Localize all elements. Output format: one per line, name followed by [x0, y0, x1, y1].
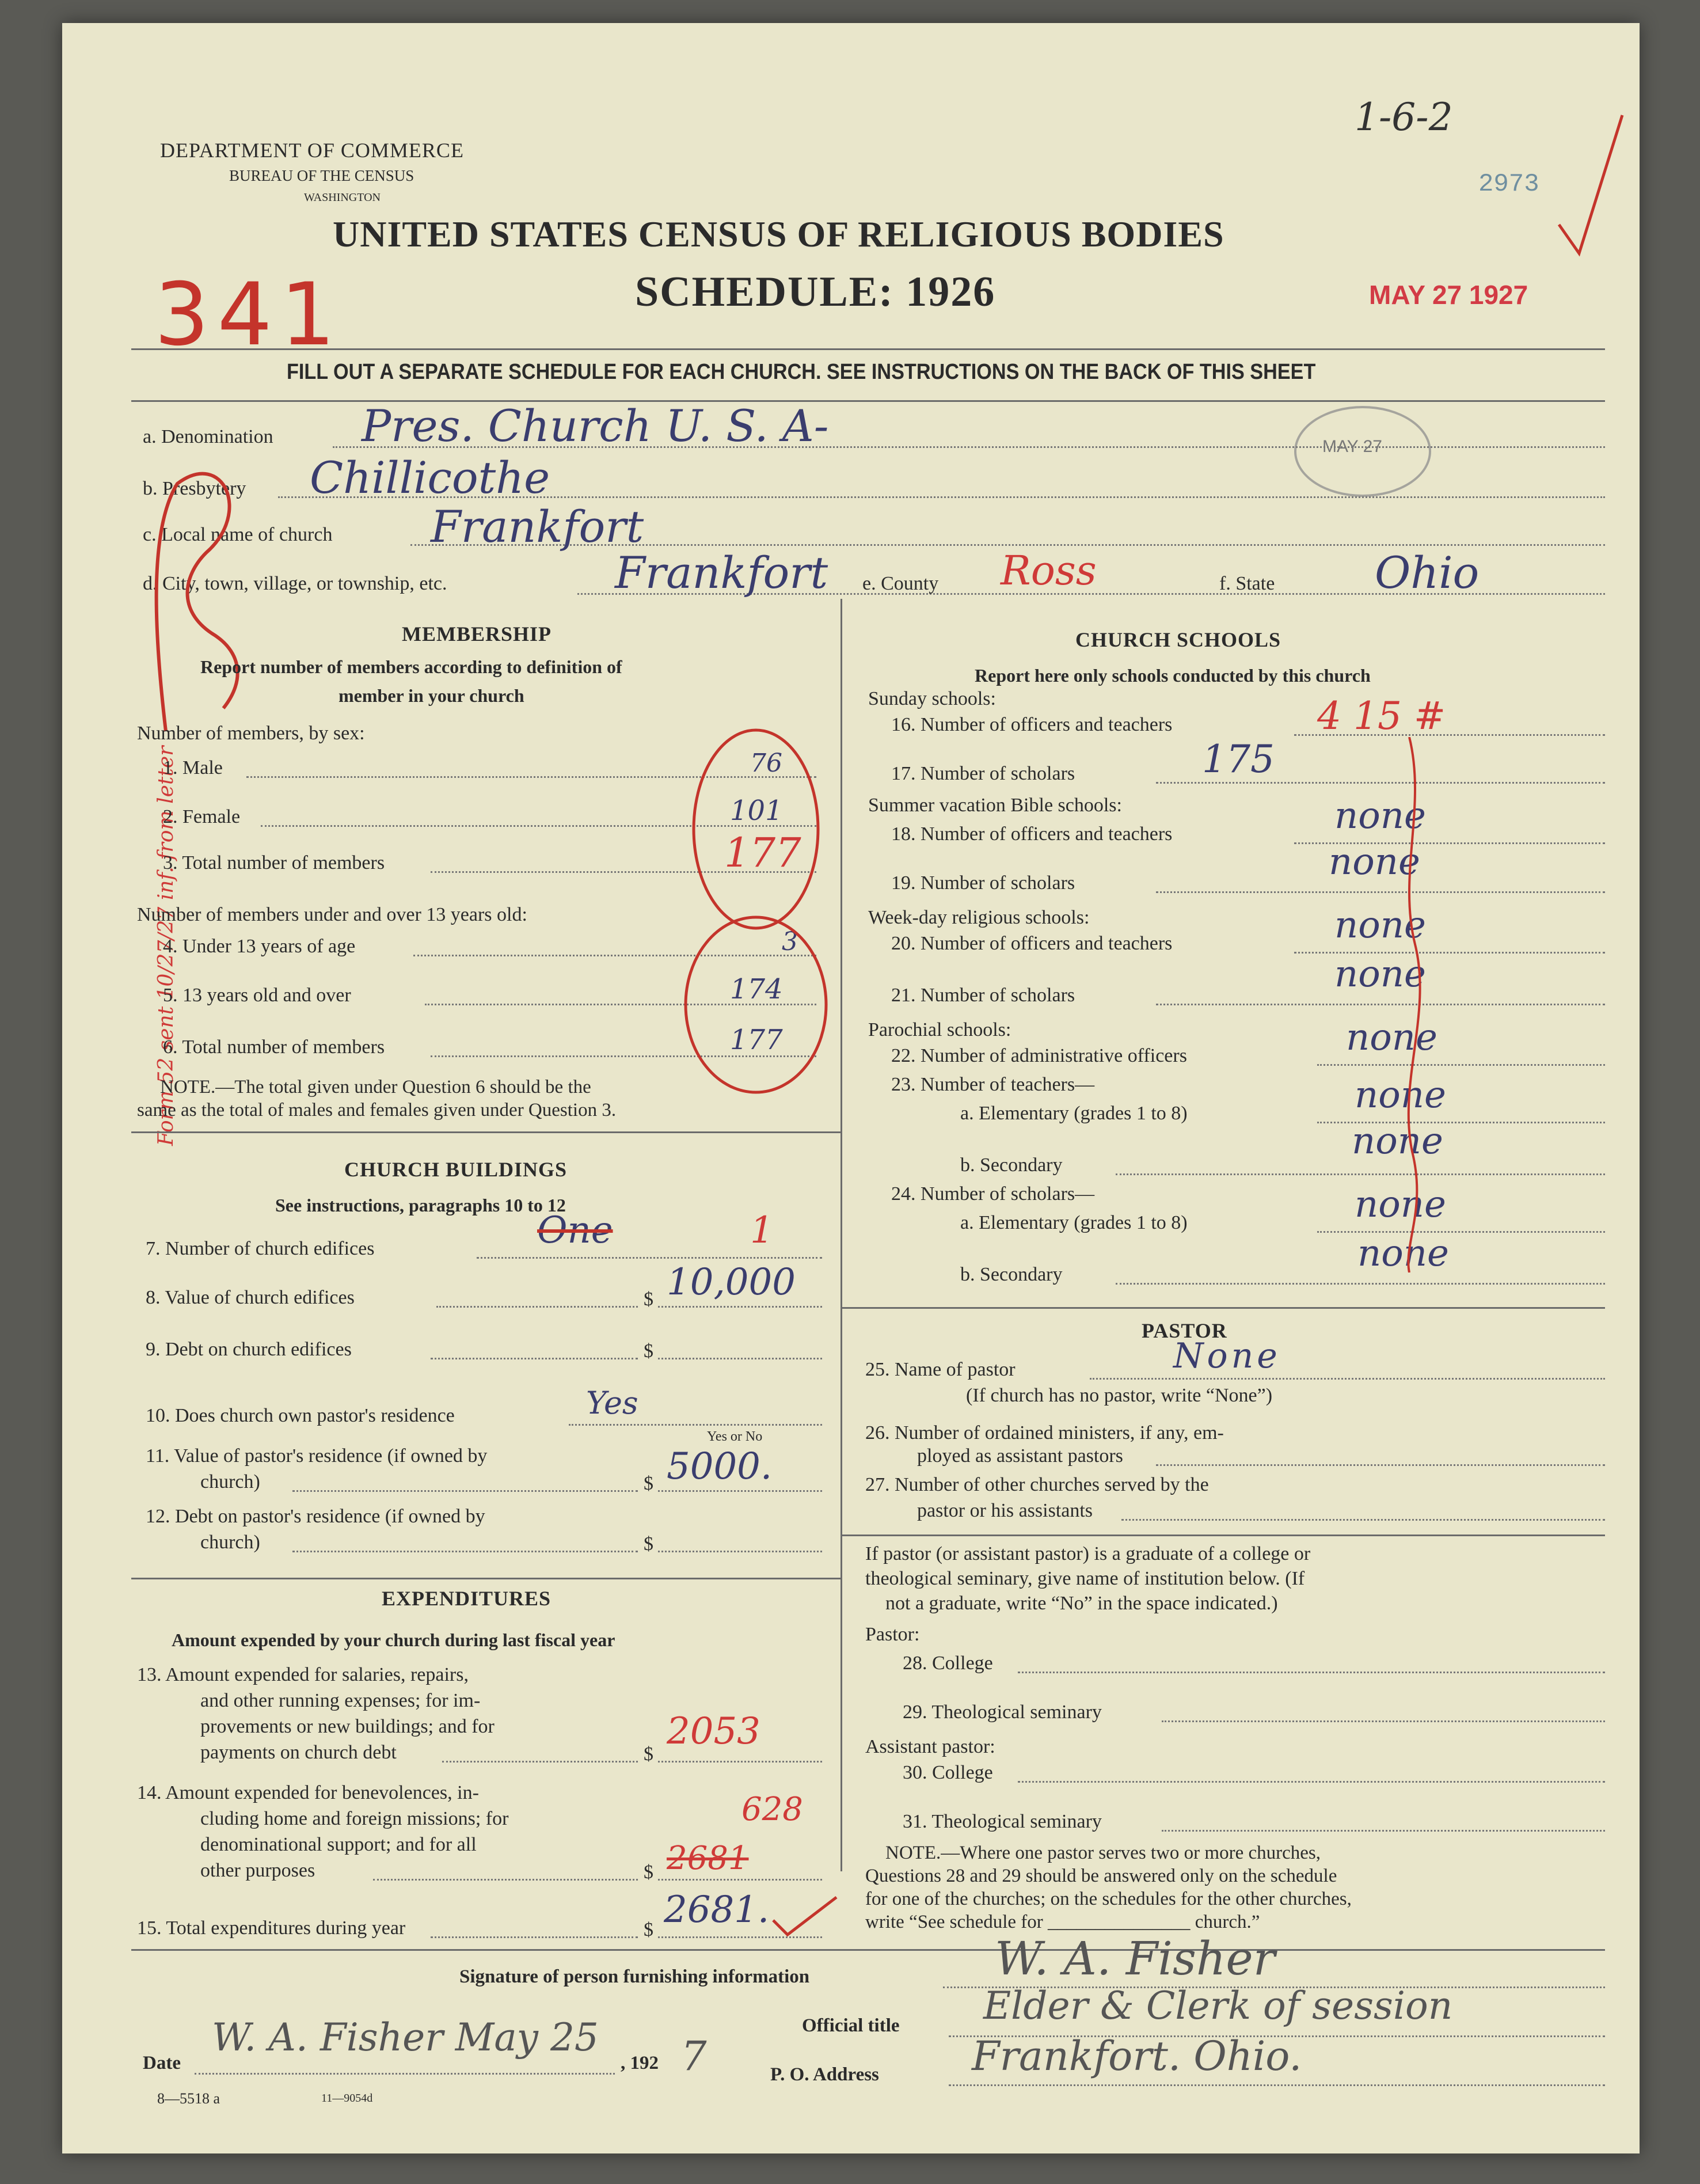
city-label: d. City, town, village, or township, etc.	[143, 573, 447, 594]
q18-label: 18. Number of officers and teachers	[891, 823, 1173, 845]
q6-label: 6. Total number of members	[163, 1036, 385, 1058]
q13-label-3: provements or new buildings; and for	[200, 1716, 495, 1737]
official-title-label: Official title	[802, 2015, 900, 2036]
q25-note: (If church has no pastor, write “None”)	[966, 1385, 1273, 1406]
church-buildings-subheading: See instructions, paragraphs 10 to 12	[275, 1195, 566, 1216]
q3-value[interactable]: 177	[724, 829, 801, 876]
q11-label-2: church)	[200, 1471, 260, 1492]
q23-label: 23. Number of teachers—	[891, 1074, 1095, 1095]
dollar-sign: $	[644, 1862, 653, 1883]
q14-label-3: denominational support; and for all	[200, 1834, 477, 1855]
local-name-value[interactable]: Frankfort	[431, 501, 644, 552]
q1-value[interactable]: 76	[750, 749, 782, 778]
q25-label: 25. Name of pastor	[865, 1359, 1016, 1380]
q18-value[interactable]: none	[1334, 795, 1426, 837]
q1-label: 1. Male	[163, 757, 223, 778]
q16-value[interactable]: 4 15 #	[1317, 694, 1446, 738]
q24b-value[interactable]: none	[1357, 1232, 1449, 1275]
presbytery-label: b. Presbytery	[143, 478, 246, 499]
column-divider	[841, 599, 842, 1871]
q29-label: 29. Theological seminary	[903, 1701, 1102, 1723]
q7-label: 7. Number of church edifices	[146, 1238, 375, 1259]
pastor-note-1: NOTE.—Where one pastor serves two or more churches,	[885, 1843, 1321, 1863]
red-number: 341	[154, 265, 344, 365]
q24a-value[interactable]: none	[1355, 1183, 1446, 1226]
members-by-age-label: Number of members under and over 13 years old:	[137, 904, 527, 925]
q2-value[interactable]: 101	[730, 795, 783, 827]
q12-label: 12. Debt on pastor's residence (if owned by	[146, 1506, 485, 1527]
q19-value[interactable]: none	[1329, 841, 1420, 883]
q17-label: 17. Number of scholars	[891, 763, 1075, 784]
dollar-sign: $	[644, 1919, 653, 1940]
divider	[131, 400, 1605, 402]
q14-value[interactable]: 628	[741, 1791, 803, 1828]
q20-value[interactable]: none	[1334, 904, 1426, 947]
margin-note: Form 52 sent 10/27/27 inf. from letter	[154, 746, 178, 1146]
graduate-instruction-2: theological seminary, give name of institution below. (If	[865, 1568, 1305, 1589]
graduate-instruction-3: not a graduate, write “No” in the space indicated.)	[885, 1593, 1278, 1614]
membership-subheading: Report number of members according to definition of	[200, 656, 622, 677]
divider	[131, 1131, 841, 1133]
county-label: e. County	[862, 573, 939, 594]
city-value[interactable]: Frankfort	[615, 547, 828, 598]
q14-label-2: cluding home and foreign missions; for	[200, 1808, 509, 1829]
q11-label: 11. Value of pastor's residence (if owned by	[146, 1445, 488, 1467]
q10-label: 10. Does church own pastor's residence	[146, 1405, 455, 1426]
divider	[131, 1578, 841, 1579]
q15-value[interactable]: 2681.	[664, 1889, 770, 1931]
red-circle-icon	[678, 910, 834, 1100]
q13-label: 13. Amount expended for salaries, repairs,	[137, 1664, 469, 1685]
q5-label: 5. 13 years old and over	[163, 985, 351, 1006]
q24b-label: b. Secondary	[960, 1264, 1063, 1285]
q20-label: 20. Number of officers and teachers	[891, 933, 1173, 954]
census-schedule-sheet	[62, 23, 1640, 2153]
po-address-value[interactable]: Frankfort. Ohio.	[972, 2033, 1302, 2080]
dollar-sign: $	[644, 1289, 653, 1310]
date-value[interactable]: W. A. Fisher May 25	[212, 2015, 599, 2060]
q27-label: 27. Number of other churches served by the	[865, 1474, 1209, 1495]
q21-value[interactable]: none	[1334, 953, 1426, 996]
official-title-value[interactable]: Elder & Clerk of session	[983, 1984, 1453, 2028]
dollar-sign: $	[644, 1473, 653, 1494]
graduate-instruction-1: If pastor (or assistant pastor) is a graduate of a college or	[865, 1543, 1311, 1564]
q24a-label: a. Elementary (grades 1 to 8)	[960, 1212, 1188, 1233]
q5-value[interactable]: 174	[730, 973, 783, 1005]
q4-label: 4. Under 13 years of age	[163, 936, 356, 957]
q12-label-2: church)	[200, 1532, 260, 1553]
denomination-value[interactable]: Pres. Church U. S. A-	[362, 400, 829, 451]
q19-label: 19. Number of scholars	[891, 872, 1075, 894]
dollar-sign: $	[644, 1533, 653, 1555]
file-number: 1-6-2	[1355, 95, 1453, 139]
fill-out-instruction: FILL OUT A SEPARATE SCHEDULE FOR EACH CHURCH. SEE INSTRUCTIONS ON THE BACK OF THIS SHEET	[287, 360, 1316, 384]
church-buildings-heading: CHURCH BUILDINGS	[344, 1158, 568, 1181]
divider	[131, 1949, 1605, 1951]
q9-label: 9. Debt on church edifices	[146, 1339, 352, 1360]
q23a-label: a. Elementary (grades 1 to 8)	[960, 1103, 1188, 1124]
q13-label-2: and other running expenses; for im-	[200, 1690, 481, 1711]
q13-label-4: payments on church debt	[200, 1742, 397, 1763]
church-schools-heading: CHURCH SCHOOLS	[1075, 628, 1281, 651]
year-value[interactable]: 7	[681, 2033, 707, 2080]
department-name: DEPARTMENT OF COMMERCE	[160, 139, 464, 162]
q26-label: 26. Number of ordained ministers, if any, em-	[865, 1422, 1224, 1444]
year-prefix: , 192	[621, 2053, 659, 2073]
q6-value[interactable]: 177	[730, 1024, 783, 1056]
q4-value[interactable]: 3	[782, 927, 798, 956]
pastor-note-3: for one of the churches; on the schedules for the other churches,	[865, 1889, 1352, 1909]
church-schools-subheading: Report here only schools conducted by this church	[975, 665, 1371, 686]
divider	[841, 1307, 1605, 1309]
presbytery-value[interactable]: Chillicothe	[310, 452, 550, 503]
schedule-title: SCHEDULE: 1926	[635, 268, 996, 316]
red-checkmark-icon	[1553, 109, 1628, 271]
parochial-schools-label: Parochial schools:	[868, 1019, 1011, 1040]
denomination-label: a. Denomination	[143, 426, 273, 447]
date-label: Date	[143, 2053, 181, 2073]
q2-label: 2. Female	[163, 806, 241, 827]
q11-value[interactable]: 5000.	[667, 1445, 773, 1488]
members-by-sex-label: Number of members, by sex:	[137, 723, 365, 744]
q10-value[interactable]: Yes	[586, 1385, 638, 1421]
q15-label: 15. Total expenditures during year	[137, 1917, 406, 1939]
local-name-label: c. Local name of church	[143, 524, 333, 545]
q14-label-4: other purposes	[200, 1860, 315, 1881]
print-number: 11—9054d	[321, 2092, 373, 2105]
q13-value[interactable]: 2053	[667, 1710, 760, 1753]
expenditures-subheading: Amount expended by your church during last fiscal year	[172, 1630, 615, 1650]
q8-value[interactable]: 10,000	[667, 1261, 796, 1304]
q24-label: 24. Number of scholars—	[891, 1183, 1095, 1205]
assistant-pastor-subsection-label: Assistant pastor:	[865, 1736, 995, 1757]
q21-label: 21. Number of scholars	[891, 985, 1075, 1006]
q23a-value[interactable]: none	[1355, 1074, 1446, 1116]
red-checkmark-icon	[770, 1891, 839, 1938]
po-address-label: P. O. Address	[770, 2064, 879, 2085]
q16-label: 16. Number of officers and teachers	[891, 714, 1173, 735]
q22-label: 22. Number of administrative officers	[891, 1045, 1187, 1066]
dollar-sign: $	[644, 1340, 653, 1362]
membership-note-line1: NOTE.—The total given under Question 6 should be the	[160, 1077, 591, 1097]
pastor-subsection-label: Pastor:	[865, 1624, 920, 1645]
divider	[841, 1535, 1605, 1536]
stamped-number: 2973	[1478, 170, 1539, 199]
q30-label: 30. College	[903, 1762, 993, 1783]
q7-value-corrected[interactable]: 1	[750, 1209, 774, 1252]
dollar-sign: $	[644, 1744, 653, 1765]
q23b-label: b. Secondary	[960, 1154, 1063, 1176]
q23b-value[interactable]: none	[1352, 1120, 1443, 1163]
q22-value[interactable]: none	[1346, 1016, 1437, 1059]
summer-schools-label: Summer vacation Bible schools:	[868, 795, 1122, 816]
q3-label: 3. Total number of members	[163, 852, 385, 873]
q28-label: 28. College	[903, 1653, 993, 1674]
red-bracket-line-icon	[1386, 737, 1438, 1273]
q26-label-2: ployed as assistant pastors	[917, 1445, 1123, 1467]
received-date-stamp: MAY 27 1927	[1369, 280, 1528, 310]
q27-label-2: pastor or his assistants	[917, 1500, 1093, 1521]
county-value[interactable]: Ross	[1001, 547, 1097, 594]
membership-note-line2: same as the total of males and females given under Question 3.	[137, 1100, 617, 1121]
membership-subheading-2: member in your church	[339, 685, 524, 706]
red-circle-icon	[684, 720, 828, 939]
q17-value[interactable]: 175	[1202, 737, 1275, 781]
pastor-note-2: Questions 28 and 29 should be answered only on the schedule	[865, 1866, 1337, 1886]
q7-value[interactable]: One	[537, 1209, 613, 1252]
q25-value[interactable]: None	[1173, 1336, 1281, 1376]
divider	[131, 348, 1605, 350]
q14-label: 14. Amount expended for benevolences, in-	[137, 1782, 479, 1803]
yes-or-no-hint: Yes or No	[707, 1429, 763, 1444]
postmark-stamp: MAY 27	[1294, 406, 1431, 497]
weekday-schools-label: Week-day religious schools:	[868, 907, 1090, 928]
pastor-heading: PASTOR	[1142, 1319, 1227, 1342]
state-label: f. State	[1219, 573, 1275, 594]
expenditures-heading: EXPENDITURES	[382, 1587, 552, 1610]
bureau-name: BUREAU OF THE CENSUS	[229, 167, 414, 184]
form-title: UNITED STATES CENSUS OF RELIGIOUS BODIES	[333, 214, 1224, 255]
membership-heading: MEMBERSHIP	[402, 622, 552, 645]
city-name: WASHINGTON	[304, 191, 381, 204]
pastor-note-4: write “See schedule for _______________ church.”	[865, 1912, 1260, 1932]
sunday-schools-label: Sunday schools:	[868, 688, 996, 709]
form-number: 8—5518 a	[157, 2090, 220, 2107]
state-value[interactable]: Ohio	[1375, 547, 1480, 598]
signature-label: Signature of person furnishing information	[459, 1966, 810, 1987]
red-margin-mark-icon	[143, 461, 258, 737]
q14-struck-value: 2681	[667, 1840, 749, 1877]
q31-label: 31. Theological seminary	[903, 1811, 1102, 1832]
signature-value[interactable]: W. A. Fisher	[995, 1932, 1275, 1985]
q8-label: 8. Value of church edifices	[146, 1287, 355, 1308]
